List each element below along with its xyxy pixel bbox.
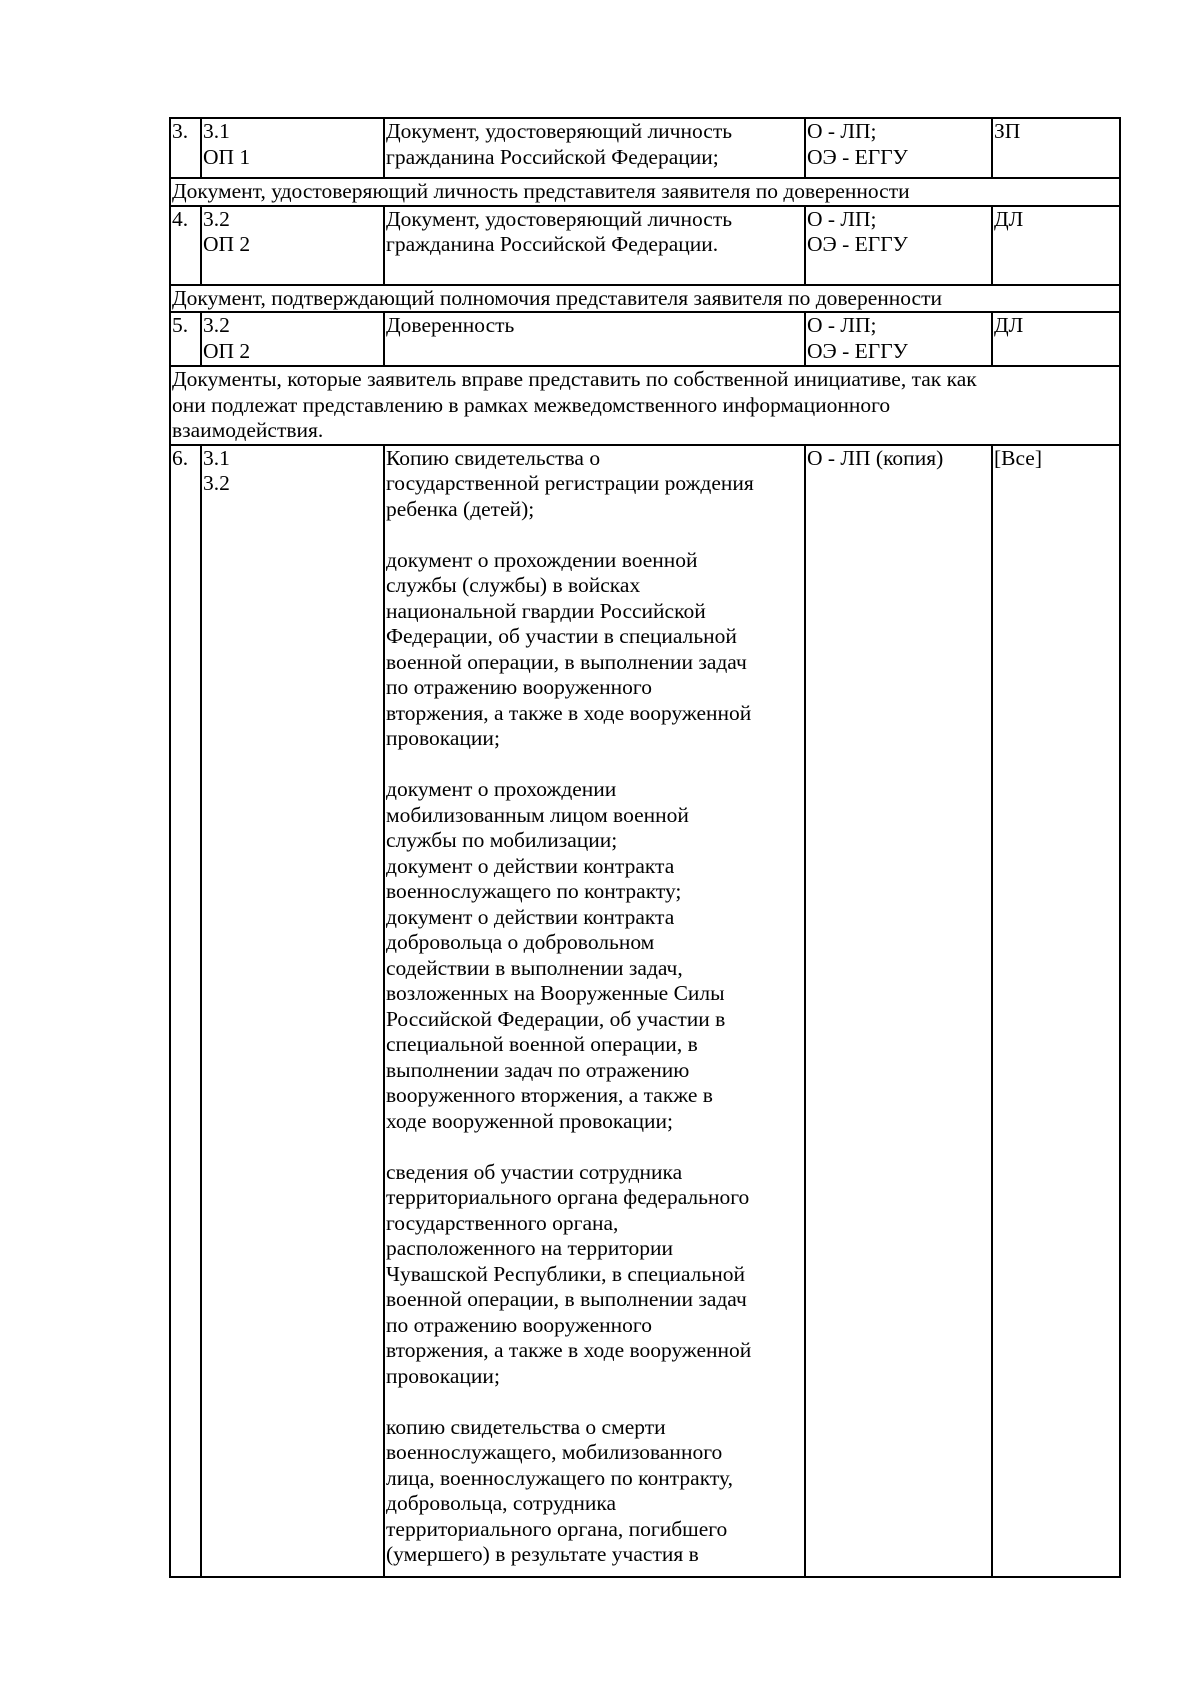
row-number: 5.: [170, 312, 201, 366]
document-paragraph: документ о действии контракта военнослужащего по контракту;: [386, 853, 682, 903]
row-code: [Все]: [992, 445, 1120, 1577]
row-form: О - ЛП; ОЭ - ЕГГУ: [805, 206, 992, 285]
row-document: Документ, удостоверяющий личность гражданина Российской Федерации;: [384, 118, 805, 178]
row-reference: 3.2 ОП 2: [201, 312, 384, 366]
section-row: [170, 366, 1120, 445]
row-number: 6.: [170, 445, 201, 1577]
document-paragraph: копию свидетельства о смерти военнослужащего, мобилизованного лица, военнослужащего по контракту, добровольца, сотрудника территориального органа, погибшего (умершего) в результате участия в: [386, 1414, 733, 1566]
table-row: [170, 312, 1120, 366]
row-number: 4.: [170, 206, 201, 285]
row-reference: 3.2 ОП 2: [201, 206, 384, 285]
section-row: [170, 178, 1120, 206]
section-heading: Документ, подтверждающий полномочия представителя заявителя по доверенности: [170, 285, 1120, 313]
document-paragraph: Копию свидетельства о государственной регистрации рождения ребенка (детей);: [386, 445, 754, 521]
documents-table: [169, 117, 1121, 1578]
document-paragraph: документ о прохождении военной службы (службы) в войсках национальной гвардии Российской Федерации, об участии в специальной военной операции, в выполнении задач по отражению вооруженного вторжения, а также в ходе вооруженной провокации;: [386, 547, 752, 750]
section-row: [170, 285, 1120, 313]
section-heading: Документ, удостоверяющий личность представителя заявителя по доверенности: [170, 178, 1120, 206]
row-code: ДЛ: [992, 312, 1120, 366]
row-form: О - ЛП (копия): [805, 445, 992, 1577]
row-document: [384, 445, 805, 1577]
row-document: Доверенность: [384, 312, 805, 366]
table-row: [170, 445, 1120, 1577]
row-number: 3.: [170, 118, 201, 178]
document-paragraph: документ о прохождении мобилизованным лицом военной службы по мобилизации;: [386, 777, 689, 852]
row-reference: 3.1 3.2: [201, 445, 384, 1577]
section-heading: Документы, которые заявитель вправе представить по собственной инициативе, так как они подлежат представлению в рамках межведомственного информационного взаимодействия.: [170, 366, 1120, 445]
row-code: ДЛ: [992, 206, 1120, 285]
row-form: О - ЛП; ОЭ - ЕГГУ: [805, 118, 992, 178]
document-paragraph: документ о действии контракта добровольца о добровольном содействии в выполнении задач, возложенных на Вооруженные Силы Российской Федерации, об участии в специальной военной операции, в выполнении задач по отражению вооруженного вторжения, а также в ходе вооруженной провокации;: [386, 904, 726, 1133]
table-row: [170, 118, 1120, 178]
row-form: О - ЛП; ОЭ - ЕГГУ: [805, 312, 992, 366]
row-reference: 3.1 ОП 1: [201, 118, 384, 178]
table-row: [170, 206, 1120, 285]
row-code: ЗП: [992, 118, 1120, 178]
row-document: Документ, удостоверяющий личность гражданина Российской Федерации.: [384, 206, 805, 285]
document-paragraph: сведения об участии сотрудника территориального органа федерального государственного органа, расположенного на территории Чувашской Республики, в специальной военной операции, в выполнении задач по отражению вооруженного вторжения, а также в ходе вооруженной провокации;: [386, 1159, 752, 1388]
